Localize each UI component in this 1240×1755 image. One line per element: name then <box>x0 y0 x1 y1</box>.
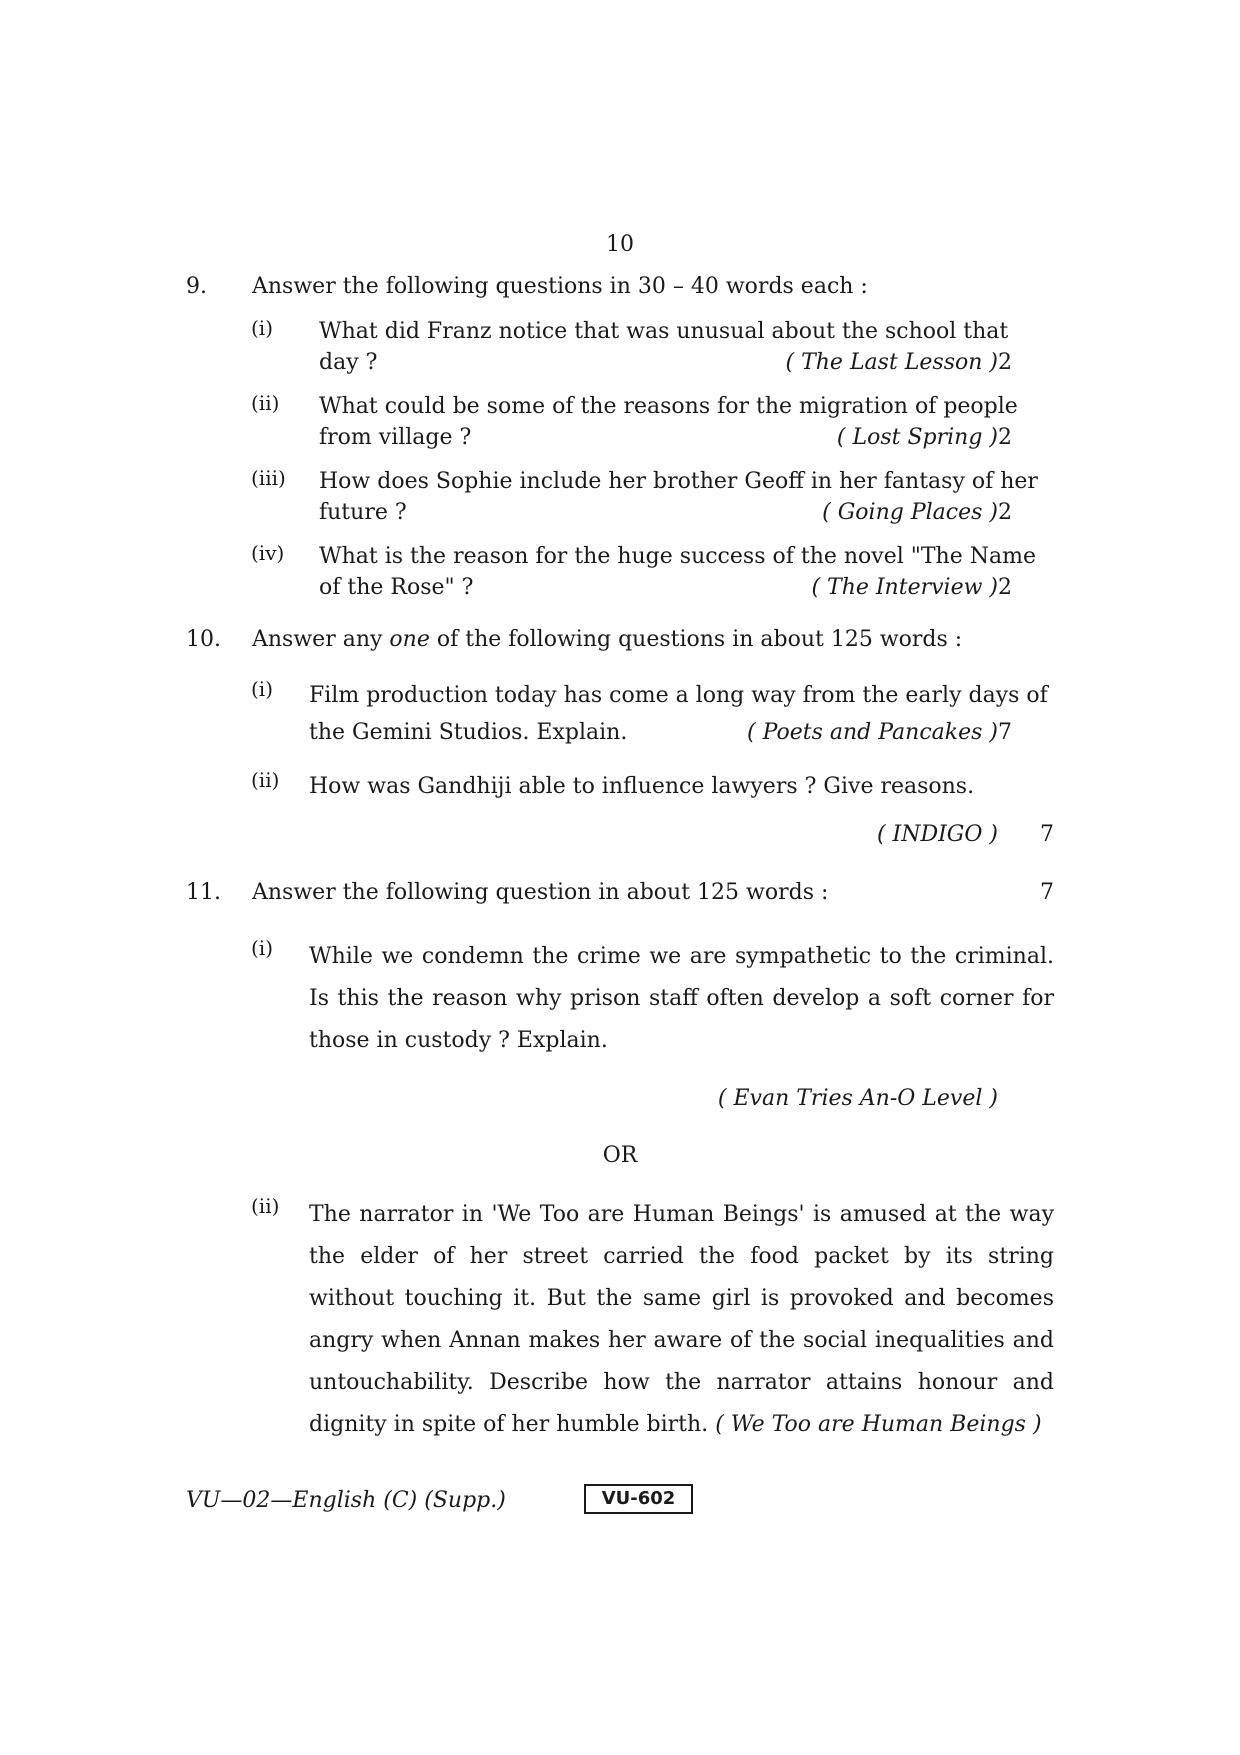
question-instruction: Answer the following questions in 30 – 40 words each : <box>252 274 868 299</box>
sub-question-text: How does Sophie include her brother Geoff in her fantasy of her future ? ( Going Places ) 2 <box>319 466 1054 528</box>
marks: 2 <box>998 500 1012 525</box>
sub-number: (iii) <box>251 466 286 490</box>
source-reference: ( Poets and Pancakes ) <box>747 720 998 745</box>
marks: 2 <box>998 425 1012 450</box>
question-instruction: Answer the following question in about 125 words : <box>252 880 829 905</box>
marks: 7 <box>1040 822 1054 847</box>
sub-question-text: What is the reason for the huge success of the novel "The Name of the Rose" ? ( The Interview ) 2 <box>319 541 1054 603</box>
marks: 7 <box>998 720 1012 745</box>
sub-number: (ii) <box>251 768 280 792</box>
marks: 2 <box>998 350 1012 375</box>
marks: 7 <box>1040 880 1054 905</box>
sub-number: (i) <box>251 936 274 960</box>
sub-question-text: What did Franz notice that was unusual about the school that day ? ( The Last Lesson ) 2 <box>319 316 1054 378</box>
sub-question-text: How was Gandhiji able to influence lawyers ? Give reasons. <box>309 774 975 799</box>
sub-number: (i) <box>251 316 274 340</box>
source-reference: ( Going Places ) <box>822 500 998 525</box>
sub-question-text: The narrator in 'We Too are Human Beings' is amused at the way the elder of her street carried the food packet by its string without touching it. But the same girl is provoked and becomes angry when Annan makes her aware of the social inequalities and untouchability. Describe how the narrator attains honour and dignity in spite of her humble birth. ( We Too are Human Beings ) <box>309 1202 1054 1437</box>
source-reference: ( We Too are Human Beings ) <box>715 1412 1042 1437</box>
q11-sub-i-source-line <box>718 1086 1054 1111</box>
sub-number: (ii) <box>251 1194 280 1218</box>
sub-question-text: While we condemn the crime we are sympathetic to the criminal. Is this the reason why prison staff often develop a soft corner for those in custody ? Explain. <box>309 944 1054 1053</box>
sub-number: (i) <box>251 677 274 701</box>
question-number: 11. <box>186 880 221 905</box>
question-instruction: Answer any one of the following questions in about 125 words : <box>252 627 963 652</box>
footer-paper-code: VU—02—English (C) (Supp.) <box>186 1488 506 1513</box>
sub-number: (ii) <box>251 391 280 415</box>
sub-question-text: Film production today has come a long way from the early days of the Gemini Studios. Explain. ( Poets and Pancakes ) 7 <box>309 677 1054 751</box>
question-number: 9. <box>186 274 207 299</box>
source-reference: ( Evan Tries An-O Level ) <box>717 1086 998 1111</box>
marks: 2 <box>998 575 1012 600</box>
page-number: 10 <box>606 232 634 257</box>
sub-number: (iv) <box>251 541 285 565</box>
q10-sub-ii-source-line <box>877 822 1054 847</box>
question-number: 10. <box>186 627 221 652</box>
source-reference: ( The Interview ) <box>811 575 998 600</box>
footer-page-code-box: VU-602 <box>584 1484 693 1514</box>
source-reference: ( INDIGO ) <box>876 822 998 847</box>
source-reference: ( The Last Lesson ) <box>785 350 998 375</box>
or-divider: OR <box>602 1143 638 1168</box>
source-reference: ( Lost Spring ) <box>836 425 998 450</box>
sub-question-text: What could be some of the reasons for the migration of people from village ? ( Lost Spring ) 2 <box>319 391 1054 453</box>
